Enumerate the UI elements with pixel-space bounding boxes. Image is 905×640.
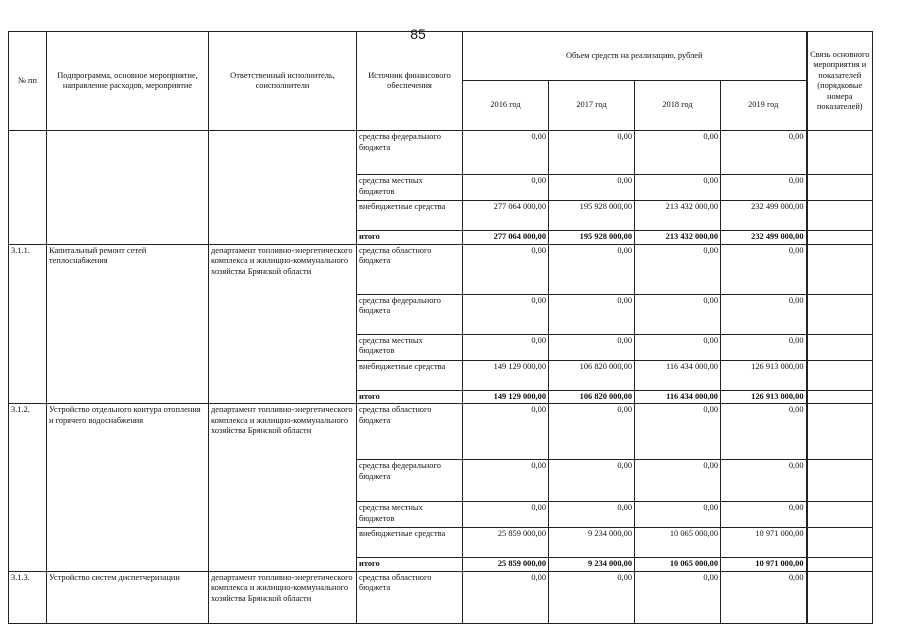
- measure-name: Устройство отдельного контура отопления и горячего водоснабжения: [47, 404, 209, 572]
- amount-2019: 0,00: [721, 502, 807, 528]
- funding-source: средства местных бюджетов: [357, 334, 463, 360]
- funding-source: итого: [357, 390, 463, 404]
- amount-2019: 232 499 000,00: [721, 201, 807, 231]
- amount-2019: 0,00: [721, 571, 807, 623]
- amount-2016: 0,00: [463, 502, 549, 528]
- measure-code: [9, 131, 47, 245]
- indicator-link-cell: [807, 528, 873, 558]
- page-number: 85: [410, 26, 426, 42]
- header-responsible: Ответственный исполнитель, соисполнители: [209, 32, 357, 131]
- amount-2017: 0,00: [549, 502, 635, 528]
- header-link: Связь основного мероприятия и показателей (порядковые номера показателей): [807, 32, 873, 131]
- indicator-link-cell: [807, 558, 873, 572]
- amount-2017: 195 928 000,00: [549, 231, 635, 245]
- funding-source: средства федерального бюджета: [357, 131, 463, 175]
- table-row: [9, 244, 873, 294]
- measure-code: 3.1.1.: [9, 244, 47, 404]
- table-body: [9, 131, 873, 624]
- amount-2018: 0,00: [635, 175, 721, 201]
- amount-2016: 277 064 000,00: [463, 201, 549, 231]
- header-year-2019: 2019 год: [721, 81, 807, 131]
- amount-2019: 0,00: [721, 294, 807, 334]
- amount-2018: 0,00: [635, 244, 721, 294]
- indicator-link-cell: [807, 360, 873, 390]
- header-year-2017: 2017 год: [549, 81, 635, 131]
- table-row: [9, 571, 873, 623]
- amount-2019: 126 913 000,00: [721, 360, 807, 390]
- amount-2016: 149 129 000,00: [463, 360, 549, 390]
- amount-2016: 277 064 000,00: [463, 231, 549, 245]
- indicator-link-cell: [807, 201, 873, 231]
- amount-2016: 0,00: [463, 175, 549, 201]
- indicator-link-cell: [807, 390, 873, 404]
- header-year-2016: 2016 год: [463, 81, 549, 131]
- indicator-link-cell: [807, 231, 873, 245]
- indicator-link-cell: [807, 404, 873, 460]
- measure-name: Устройство систем диспетчеризации: [47, 571, 209, 623]
- amount-2017: 0,00: [549, 244, 635, 294]
- amount-2017: 9 234 000,00: [549, 558, 635, 572]
- amount-2018: 0,00: [635, 571, 721, 623]
- amount-2019: 0,00: [721, 404, 807, 460]
- header-program: Подпрограмма, основное мероприятие, направление расходов, мероприятие: [47, 32, 209, 131]
- responsible-executor: департамент топливно-энергетического комплекса и жилищно-коммунального хозяйства Брянской области: [209, 404, 357, 572]
- measure-name: [47, 131, 209, 245]
- amount-2017: 195 928 000,00: [549, 201, 635, 231]
- funding-source: средства областного бюджета: [357, 404, 463, 460]
- amount-2017: 0,00: [549, 131, 635, 175]
- measure-code: 3.1.3.: [9, 571, 47, 623]
- funding-source: средства областного бюджета: [357, 571, 463, 623]
- header-num: № пп: [9, 32, 47, 131]
- funding-source: итого: [357, 231, 463, 245]
- amount-2018: 0,00: [635, 334, 721, 360]
- amount-2017: 106 820 000,00: [549, 390, 635, 404]
- amount-2016: 0,00: [463, 334, 549, 360]
- budget-table: [8, 31, 873, 624]
- amount-2019: 10 971 000,00: [721, 558, 807, 572]
- amount-2016: 25 859 000,00: [463, 558, 549, 572]
- amount-2017: 0,00: [549, 294, 635, 334]
- header-year-2018: 2018 год: [635, 81, 721, 131]
- amount-2019: 0,00: [721, 334, 807, 360]
- amount-2016: 149 129 000,00: [463, 390, 549, 404]
- amount-2017: 0,00: [549, 571, 635, 623]
- indicator-link-cell: [807, 175, 873, 201]
- responsible-executor: департамент топливно-энергетического комплекса и жилищно-коммунального хозяйства Брянской области: [209, 244, 357, 404]
- amount-2017: 9 234 000,00: [549, 528, 635, 558]
- amount-2016: 0,00: [463, 460, 549, 502]
- amount-2018: 213 432 000,00: [635, 231, 721, 245]
- amount-2017: 0,00: [549, 404, 635, 460]
- amount-2018: 10 065 000,00: [635, 558, 721, 572]
- indicator-link-cell: [807, 131, 873, 175]
- indicator-link-cell: [807, 334, 873, 360]
- funding-source: внебюджетные средства: [357, 360, 463, 390]
- header-source: Источник финансового обеспечения: [357, 32, 463, 131]
- funding-source: средства федерального бюджета: [357, 294, 463, 334]
- measure-name: Капитальный ремонт сетей теплоснабжения: [47, 244, 209, 404]
- amount-2019: 0,00: [721, 131, 807, 175]
- amount-2019: 0,00: [721, 244, 807, 294]
- funding-source: средства областного бюджета: [357, 244, 463, 294]
- amount-2018: 116 434 000,00: [635, 360, 721, 390]
- amount-2019: 232 499 000,00: [721, 231, 807, 245]
- indicator-link-cell: [807, 294, 873, 334]
- indicator-link-cell: [807, 502, 873, 528]
- amount-2016: 25 859 000,00: [463, 528, 549, 558]
- amount-2017: 0,00: [549, 175, 635, 201]
- amount-2017: 0,00: [549, 460, 635, 502]
- measure-code: 3.1.2.: [9, 404, 47, 572]
- funding-source: внебюджетные средства: [357, 201, 463, 231]
- amount-2018: 213 432 000,00: [635, 201, 721, 231]
- funding-source: средства местных бюджетов: [357, 502, 463, 528]
- amount-2017: 0,00: [549, 334, 635, 360]
- funding-source: средства местных бюджетов: [357, 175, 463, 201]
- funding-source: внебюджетные средства: [357, 528, 463, 558]
- amount-2018: 0,00: [635, 460, 721, 502]
- amount-2019: 0,00: [721, 175, 807, 201]
- amount-2018: 0,00: [635, 404, 721, 460]
- table-row: [9, 404, 873, 460]
- indicator-link-cell: [807, 460, 873, 502]
- amount-2018: 0,00: [635, 294, 721, 334]
- table-header: [9, 32, 873, 131]
- table-row: [9, 131, 873, 175]
- indicator-link-cell: [807, 244, 873, 294]
- funding-source: итого: [357, 558, 463, 572]
- amount-2018: 0,00: [635, 131, 721, 175]
- amount-2016: 0,00: [463, 404, 549, 460]
- amount-2018: 116 434 000,00: [635, 390, 721, 404]
- responsible-executor: департамент топливно-энергетического комплекса и жилищно-коммунального хозяйства Брянской области: [209, 571, 357, 623]
- amount-2016: 0,00: [463, 131, 549, 175]
- amount-2018: 0,00: [635, 502, 721, 528]
- amount-2019: 126 913 000,00: [721, 390, 807, 404]
- funding-source: средства федерального бюджета: [357, 460, 463, 502]
- header-volume: Объем средств на реализацию, рублей: [463, 32, 807, 81]
- amount-2016: 0,00: [463, 244, 549, 294]
- amount-2016: 0,00: [463, 294, 549, 334]
- amount-2017: 106 820 000,00: [549, 360, 635, 390]
- amount-2018: 10 065 000,00: [635, 528, 721, 558]
- amount-2016: 0,00: [463, 571, 549, 623]
- amount-2019: 10 971 000,00: [721, 528, 807, 558]
- amount-2019: 0,00: [721, 460, 807, 502]
- indicator-link-cell: [807, 571, 873, 623]
- responsible-executor: [209, 131, 357, 245]
